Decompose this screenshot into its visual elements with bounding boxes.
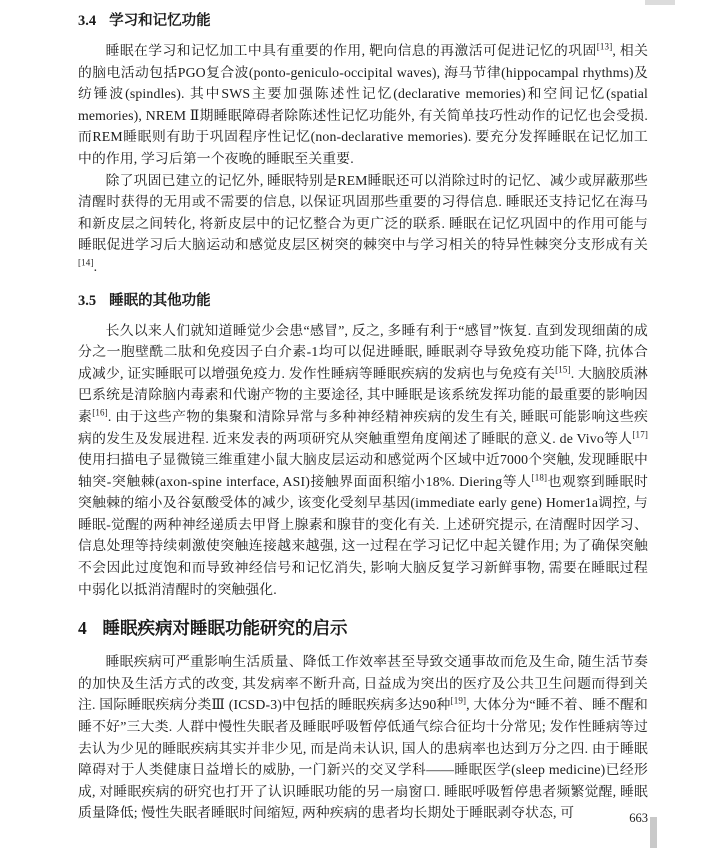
paragraph: 长久以来人们就知道睡觉少会患“感冒”, 反之, 多睡有利于“感冒”恢复. 直到发现细菌的成分之一胞壁酰二肽和免疫因子白介素-1均可以促进睡眠, 睡眠剥夺导致免疫功能下降, 抗体合成减少, 证实睡眠可以增强免疫力. 发作性睡病等睡眠疾病的发病也与免疫有关[15]. 大脑胶质淋巴系统是清除脑内毒素和代谢产物的主要途径, 其中睡眠是该系统发挥功能的最重要的影响因素[16]. 由于这些产物的集聚和清除异常与多种神经精神疾病的发生有关, 睡眠可能影响这些疾病的发生及发展进程. 近来发表的两项研究从突触重塑角度阐述了睡眠的意义. de Vivo等人[17]使用扫描电子显微镜三维重建小鼠大脑皮层运动和感觉两个区域中近7000个突触, 发现睡眠中轴突-突触棘(axon-spine interface, ASI)接触界面面积缩小18%. Diering等人[18]也观察到睡眠时突触棘的缩小及谷氨酸受体的减少, 该变化受刻早基因(immediate early gene) Homer1a调控, 与睡眠-觉醒的两种神经递质去甲肾上腺素和腺苷的变化有关. 上述研究提示, 在清醒时因学习、信息处理等持续刺激使突触连接越来越强, 这一过程在学习记忆中起关键作用; 为了确保突触不会因此过度饱和而导致神经信号和记忆消失, 影响大脑反复学习新鲜事物, 需要在睡眠过程中弱化以抵消清醒时的突触强化. xyxy=(78,322,649,597)
section-heading-4 xyxy=(78,616,648,640)
section-title: 学习和记忆功能 xyxy=(109,13,211,29)
citation-ref: [15] xyxy=(555,364,571,375)
section-title: 睡眠疾病对睡眠功能研究的启示 xyxy=(102,618,348,639)
citation-ref: [14] xyxy=(78,257,94,268)
section-heading-3.4 xyxy=(78,11,648,31)
citation-ref: [18] xyxy=(531,472,548,483)
section-heading-3.5 xyxy=(78,291,648,311)
paragraph: 除了巩固已建立的记忆外, 睡眠特别是REM睡眠还可以消除过时的记忆、减少或屏蔽那些清醒时获得的无用或不需要的信息, 以保证巩固那些重要的习得信息. 睡眠还支持记忆在海马和新皮层之间转化, 将新皮层中的记忆整合为更广泛的联系. 睡眠在记忆巩固中的作用可能与睡眠促进学习后大脑运动和感觉皮层区树突的棘突中与学习相关的特异性棘突分支形成有关[14]. xyxy=(78,172,648,274)
right-edge-bar xyxy=(650,817,657,848)
section-number: 4 xyxy=(78,618,87,639)
section-number: 3.5 xyxy=(78,292,97,309)
article-body xyxy=(78,8,648,824)
paragraph: 睡眠疾病可严重影响生活质量、降低工作效率甚至导致交通事故而危及生命, 随生活节奏的加快及生活方式的改变, 其发病率不断升高, 日益成为突出的医疗及公共卫生问题而得到关注. 国际睡眠疾病分类Ⅲ (ICSD-3)中包括的睡眠疾病多达90种[19], 大体分为“睡不着、睡不醒和睡不好”三大类. 人群中慢性失眠者及睡眠呼吸暂停低通气综合征均十分常见; 发作性睡病等过去认为少见的睡眠疾病其实并非少见, 而是尚未认识, 国人的患病率也达到万分之四. 由于睡眠障碍对于人类健康日益增长的威胁, 一门新兴的交叉学科——睡眠医学(sleep medicine)已经形成, 对睡眠疾病的研究也打开了认识睡眠功能的另一扇窗口. 睡眠呼吸暂停患者频繁觉醒, 睡眠质量降低; 慢性失眠者睡眠时间缩短, 两种疾病的患者均长期处于睡眠剥夺状态, 可 xyxy=(78,654,648,821)
top-edge-artifact xyxy=(645,0,675,5)
citation-ref: [17] xyxy=(632,428,648,439)
citation-ref: [13] xyxy=(596,41,613,52)
section-number: 3.4 xyxy=(78,13,97,29)
citation-ref: [16] xyxy=(92,407,108,418)
page-number: 663 xyxy=(629,811,648,825)
section-title: 睡眠的其他功能 xyxy=(109,292,211,309)
paragraph: 睡眠在学习和记忆加工中具有重要的作用, 靶向信息的再激活可促进记忆的巩固[13], 相关的脑电活动包括PGO复合波(ponto-geniculo-occipital waves), 海马节律(hippocampal rhythms)及纺锤波(spindles). 其中SWS主要加强陈述性记忆(declarative memories)和空间记忆(spatial memories), NREM Ⅱ期睡眠障碍者除陈述性记忆功能外, 有关简单技巧性动作的记忆也会受损. 而REM睡眠则有助于巩固程序性记忆(non-declarative memories). 要充分发挥睡眠在记忆加工中的作用, 学习后第一个夜晚的睡眠至关重要. xyxy=(78,41,649,166)
citation-ref: [19] xyxy=(450,695,467,706)
